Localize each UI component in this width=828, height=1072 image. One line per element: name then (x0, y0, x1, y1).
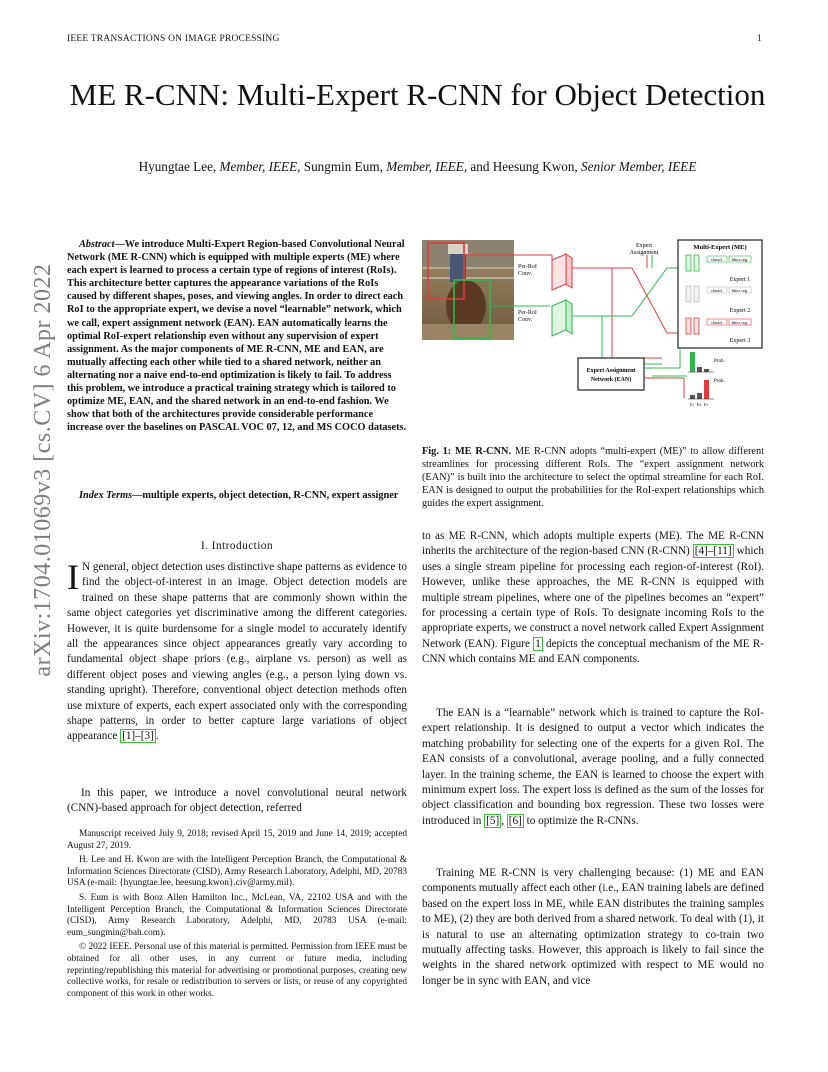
footnote: S. Eum is with Booz Allen Hamilton Inc., McLean, VA, 22102 USA and with the Intelligent Perception Branch, the Computational & Information Sciences Directorate (CISD), Army Research Laboratory, Adelphi, MD, 20783 USA (e-mail: eum_sungmin@bah.com). (67, 892, 407, 938)
intro-paragraph-1: I N general, object detection uses distinctive shape patterns as evidence to find the object-of-interest in an image. Object detection models are trained on these shape patterns that are commonly shown within the same object categories yet discriminative among the different categories. However, it is quite burdensome for a single model to accurately identify all the appearances since object appearances greatly vary according to fundamental object shape priors (e.g., airplane vs. person) as well as different object poses and viewing angles (e.g., a person lying down vs. standing upright). Therefore, conventional object detection methods often use mixture of experts, each expert associated only with the corresponding shape patterns, in order to better capture large variations of object appearance [1]–[3] . (67, 557, 407, 743)
svg-text:bbox reg.: bbox reg. (731, 288, 749, 293)
svg-text:Network (EAN): Network (EAN) (590, 377, 632, 383)
citation-link[interactable]: [4]–[11] (694, 545, 732, 558)
figure-1 (422, 238, 764, 414)
figure-link[interactable]: 1 (535, 637, 541, 650)
per-roi-conv-red (552, 254, 572, 290)
multi-expert-box (678, 240, 762, 348)
running-header: IEEE TRANSACTIONS ON IMAGE PROCESSING (67, 34, 280, 44)
index-terms-text: —multiple experts, object detection, R-CNN, expert assigner (132, 490, 399, 501)
author-line (60, 159, 775, 175)
svg-text:classif.: classif. (710, 257, 724, 262)
right-paragraph-3: Training ME R-CNN is very challenging because: (1) ME and EAN components mutually affect each other (i.e., EAN training labels are defined based on the expert loss in ME, while EAN distributes the training samples to ME), (2) they are both derived from a shared network. To deal with (1), it is natural to use an alternating optimization strategy to co-train two mutually affecting tasks. However, this approach is likely to fail since the weights in the shared network optimized with respect to ME would no longer be in sync with EAN, and vice (422, 867, 764, 987)
per-roi-label: Per-RoI (518, 264, 537, 270)
footnote: Manuscript received July 9, 2018; revised April 15, 2019 and June 14, 2019; accepted August 27, 2019. (67, 829, 407, 851)
paper-title: ME R-CNN: Multi-Expert R-CNN for Object Detection (69, 77, 766, 112)
per-roi-label: Conv. (518, 271, 533, 277)
footnotes (67, 829, 407, 1003)
expert-assignment-label: Assignment (629, 250, 659, 256)
svg-text:classif.: classif. (710, 320, 724, 325)
caption-label: Fig. 1: ME R-CNN. (422, 446, 512, 457)
svg-text:Prob.: Prob. (714, 379, 725, 384)
svg-text:Expert Assignment: Expert Assignment (586, 368, 636, 374)
per-roi-label: Per-RoI (518, 310, 537, 316)
caption-text: ME R-CNN adopts “multi-expert (ME)” to allow different streamlines for processing different RoIs. The “expert assignment network (EAN)” is built into the architecture to select the optimal streamline for each RoI. EAN is designed to output the probabilities for the RoI-expert relationships which guides the expert assignment. (422, 446, 764, 509)
per-roi-label: Conv. (518, 317, 533, 323)
author-3-role: Senior Member, IEEE (581, 159, 697, 174)
abstract-lead: Abstract (79, 239, 115, 250)
svg-text:bbox reg.: bbox reg. (731, 320, 749, 325)
svg-text:E1: E1 (690, 402, 695, 407)
svg-text:bbox reg.: bbox reg. (731, 257, 749, 262)
author-1-role: Member, IEEE, (219, 159, 301, 174)
author-2-role: Member, IEEE, (386, 159, 468, 174)
expert-label: Expert 2 (729, 308, 751, 314)
svg-text:E3: E3 (704, 402, 709, 407)
arxiv-stamp: arXiv:1704.01069v3 [cs.CV] 6 Apr 2022 (30, 263, 56, 677)
drop-cap: I (67, 557, 79, 597)
svg-text:Prob.: Prob. (714, 359, 725, 364)
abstract (67, 238, 407, 434)
author-3: and Heesung Kwon, (470, 159, 578, 174)
me-title: Multi-Expert (ME) (693, 244, 747, 251)
probability-bars (688, 352, 725, 407)
author-2: Sungmin Eum, (303, 159, 383, 174)
citation-link[interactable]: [5] (486, 814, 500, 827)
citation-link[interactable]: [1]–[3] (122, 730, 154, 743)
abstract-text: —We introduce Multi-Expert Region-based Convolutional Neural Network (ME R-CNN) which is equipped with multiple experts (ME) where each expert is learned to process a certain type of regions of interest (RoIs). This architecture better captures the appearance variations of the RoIs caused by different shapes, poses, and viewing angles. In order to direct each RoI to the appropriate expert, we devise a novel “learnable” network, which we call, expert assignment network (EAN). EAN automatically learns the optimal RoI-expert relationship even without any supervision of expert assignment. As the major components of ME R-CNN, ME and EAN, are mutually affecting each other while tied to a shared network, neither an alternating nor a naive end-to-end optimization is likely to fail. To address this problem, we introduce a practical training strategy which is tailored to optimize ME, EAN, and the shared network in an end-to-end fashion. We show that both of the architectures provide considerable performance increase over the baselines on PASCAL VOC 07, 12, and MS COCO datasets. (67, 239, 407, 434)
figure-caption (422, 445, 764, 510)
right-paragraph-2: The EAN is a “learnable” network which is trained to capture the RoI-expert relationship. It is designed to output a vector which indicates the matching probability for selecting one of the experts for a given RoI. The EAN consists of a convolutional, average pooling, and a fully connected layer. In the training scheme, the EAN is learned to choose the expert with minimum expert loss. The expert loss is defined as the sum of the losses for object classification and bounding box regression. These two losses were introduced in [5] , [6] to optimize the R-CNNs. (422, 707, 764, 827)
intro-p1-text: N general, object detection uses distinctive shape patterns as evidence to find the object-of-interest in an image. Object detection models are trained on these shape patterns that are commonly shown within the same object categories yet discriminative among the different categories. However, it is quite burdensome for a single model to accurately identify all the appearances since object appearances greatly vary according to fundamental object shape priors (e.g., airplane vs. person) as well as different object poses and viewing angles (e.g., a person lying down vs. standing upright). Therefore, conventional object detection methods often use mixture of experts, each expert associated only with the corresponding shape patterns, in order to better capture large variations of object appearance (67, 561, 407, 743)
footnote: © 2022 IEEE. Personal use of this material is permitted. Permission from IEEE must be obtained for all other uses, in any current or future media, including reprinting/republishing this material for advertising or promotional purposes, creating new collective works, for resale or redistribution to servers or lists, or reuse of any copyrighted component of this work in other works. (67, 942, 407, 999)
intro-paragraph-2: In this paper, we introduce a novel convolutional neural network (CNN)-based approach for object detection, referred (67, 787, 407, 815)
expert-label: Expert 1 (729, 277, 751, 283)
ean-box (578, 358, 644, 390)
expert-assignment-label: Expert (636, 243, 652, 249)
section-title: I. Introduction (200, 540, 274, 552)
per-roi-conv-green (552, 300, 572, 336)
index-terms-lead: Index Terms (79, 490, 133, 501)
author-1: Hyungtae Lee, (138, 159, 217, 174)
expert-label: Expert 3 (729, 338, 751, 344)
page-number: 1 (757, 34, 762, 44)
footnote: H. Lee and H. Kwon are with the Intelligent Perception Branch, the Computational & Information Sciences Directorate (CISD), Army Research Laboratory, Adelphi, MD, 20783 USA (e-mail: {hyungtae.lee, heesung.kwon}.civ@army.mil). (67, 855, 407, 889)
svg-text:classif.: classif. (710, 288, 724, 293)
index-terms (67, 489, 407, 502)
right-paragraph-1: to as ME R-CNN, which adopts multiple experts (ME). The ME R-CNN inherits the architecture of the region-based CNN (R-CNN) [4]–[11] which uses a single stream pipeline for processing each region-of-interest (RoI). However, unlike these approaches, the ME R-CNN is equipped with multiple stream pipelines, where one of the pipelines becomes an “expert” for processing a certain type of RoIs. To designate incoming RoIs to the appropriate experts, we construct a novel network called Expert Assignment Network (EAN). Figure 1 depicts the conceptual mechanism of the ME R-CNN which contains ME and EAN components. (422, 530, 765, 666)
citation-link[interactable]: [6] (508, 814, 522, 827)
svg-text:E2: E2 (697, 402, 702, 407)
